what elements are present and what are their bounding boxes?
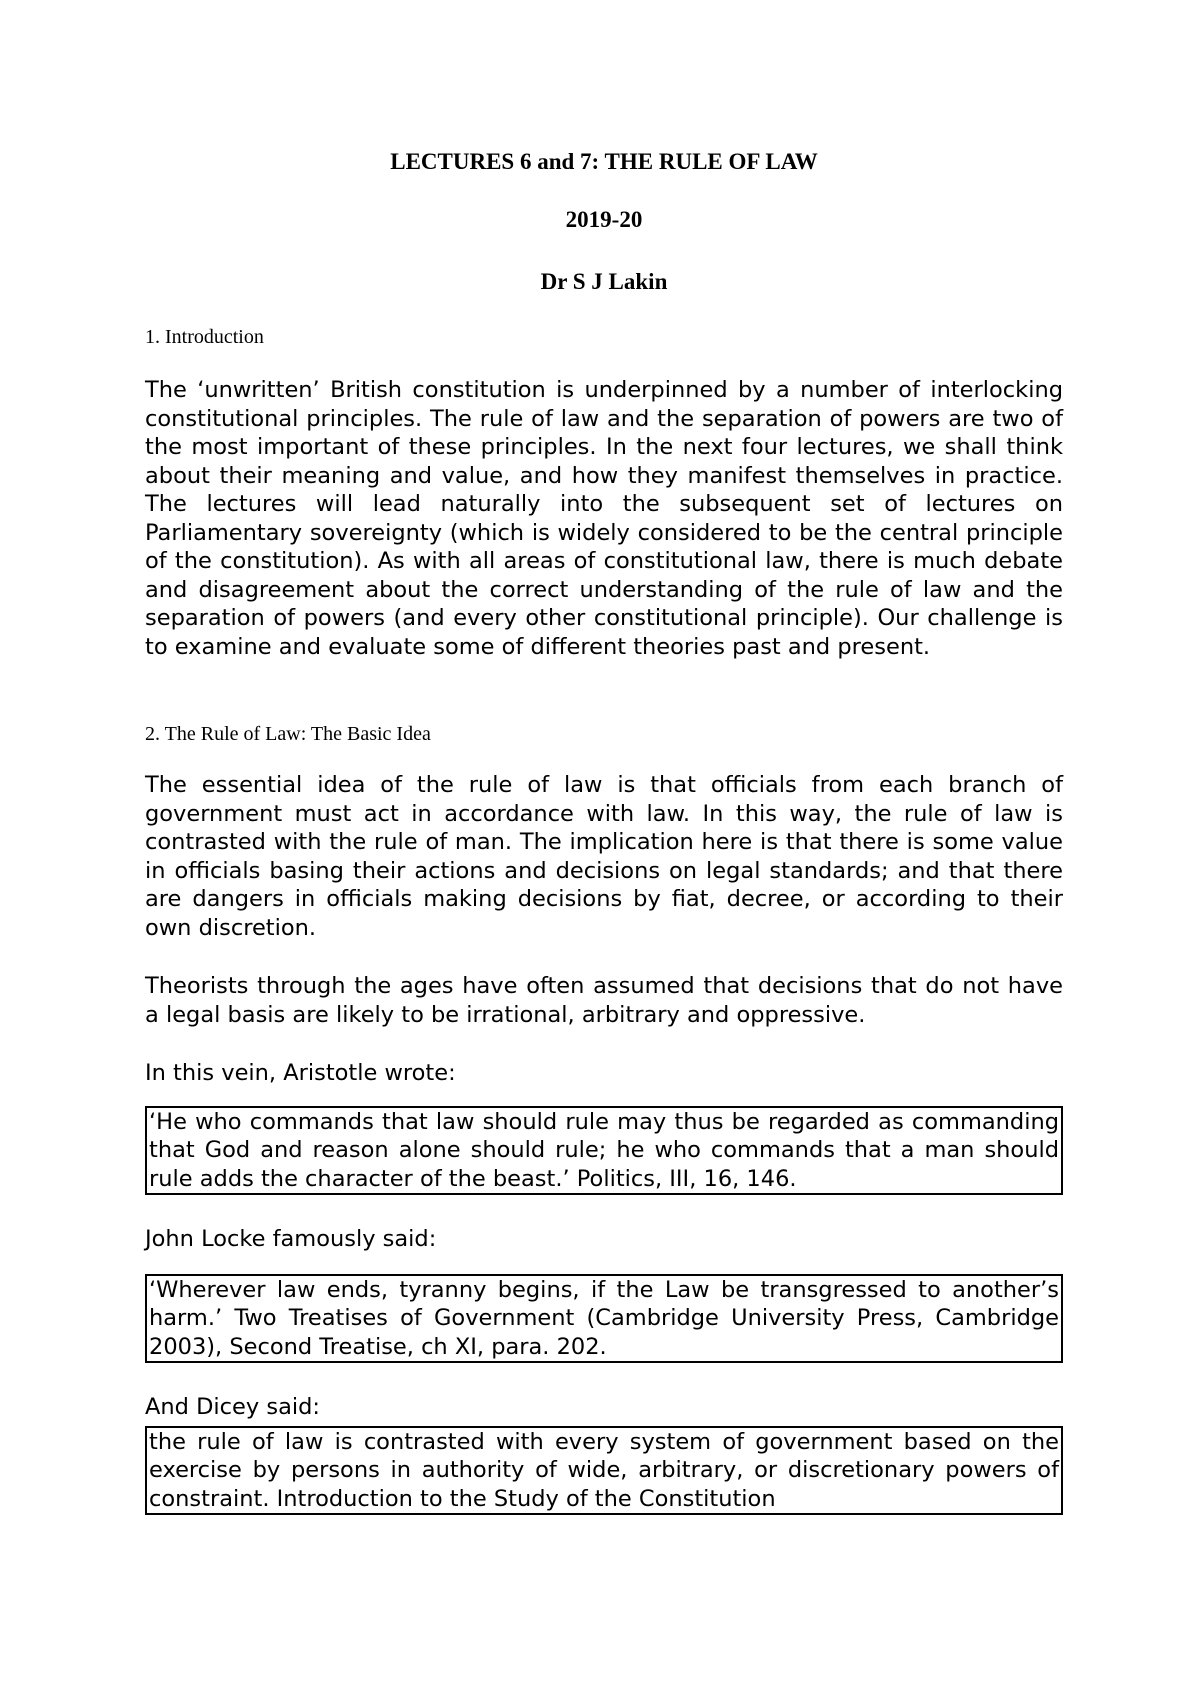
locke-quote-box [145,1274,1063,1364]
academic-year: 2019-20 [565,207,643,232]
aristotle-intro: In this vein, Aristotle wrote: [145,1060,456,1086]
document-title: LECTURES 6 and 7: THE RULE OF LAW [390,149,818,174]
section-heading-introduction: 1. Introduction [145,326,264,348]
introduction-paragraph: The ‘unwritten’ British constitution is underpinned by a number of interlocking constitutional principles. The rule of law and the separation of powers are two of the most important of these principles. In the next four lectures, we shall think about their meaning and value, and how they manifest themselves in practice. The lectures will lead naturally into the subsequent set of lectures on Parliamentary sovereignty (which is widely considered to be the central principle of the constitution). As with all areas of constitutional law, there is much debate and disagreement about the correct understanding of the rule of law and the separation of powers (and every other constitutional principle). Our challenge is to examine and evaluate some of different theories past and present. [145,377,1063,660]
locke-intro: John Locke famously said: [145,1226,437,1252]
document-page [145,148,1063,1515]
aristotle-quote: ‘He who commands that law should rule may thus be regarded as commanding that God and reason alone should rule; he who commands that a man should rule adds the character of the beast.’ Politics, III, 16, 146. [149,1108,1059,1192]
dicey-quote: the rule of law is contrasted with every system of government based on the exercise by persons in authority of wide, arbitrary, or discretionary powers of constraint. Introduction to the Study of the Constitution [149,1428,1059,1512]
author-name: Dr S J Lakin [540,269,668,294]
dicey-quote-box [145,1426,1063,1516]
aristotle-quote-box [145,1106,1063,1196]
section-heading-basic-idea: 2. The Rule of Law: The Basic Idea [145,723,431,745]
theorists-paragraph: Theorists through the ages have often assumed that decisions that do not have a legal basis are likely to be irrational, arbitrary and oppressive. [145,973,1063,1028]
dicey-intro: And Dicey said: [145,1394,320,1420]
locke-quote: ‘Wherever law ends, tyranny begins, if the Law be transgressed to another’s harm.’ Two Treatises of Government (Cambridge University Press, Cambridge 2003), Second Treatise, ch XI, para. 202. [149,1276,1059,1360]
basic-idea-paragraph: The essential idea of the rule of law is that officials from each branch of government must act in accordance with law. In this way, the rule of law is contrasted with the rule of man. The implication here is that there is some value in officials basing their actions and decisions on legal standards; and that there are dangers in officials making decisions by fiat, decree, or according to their own discretion. [145,772,1063,941]
